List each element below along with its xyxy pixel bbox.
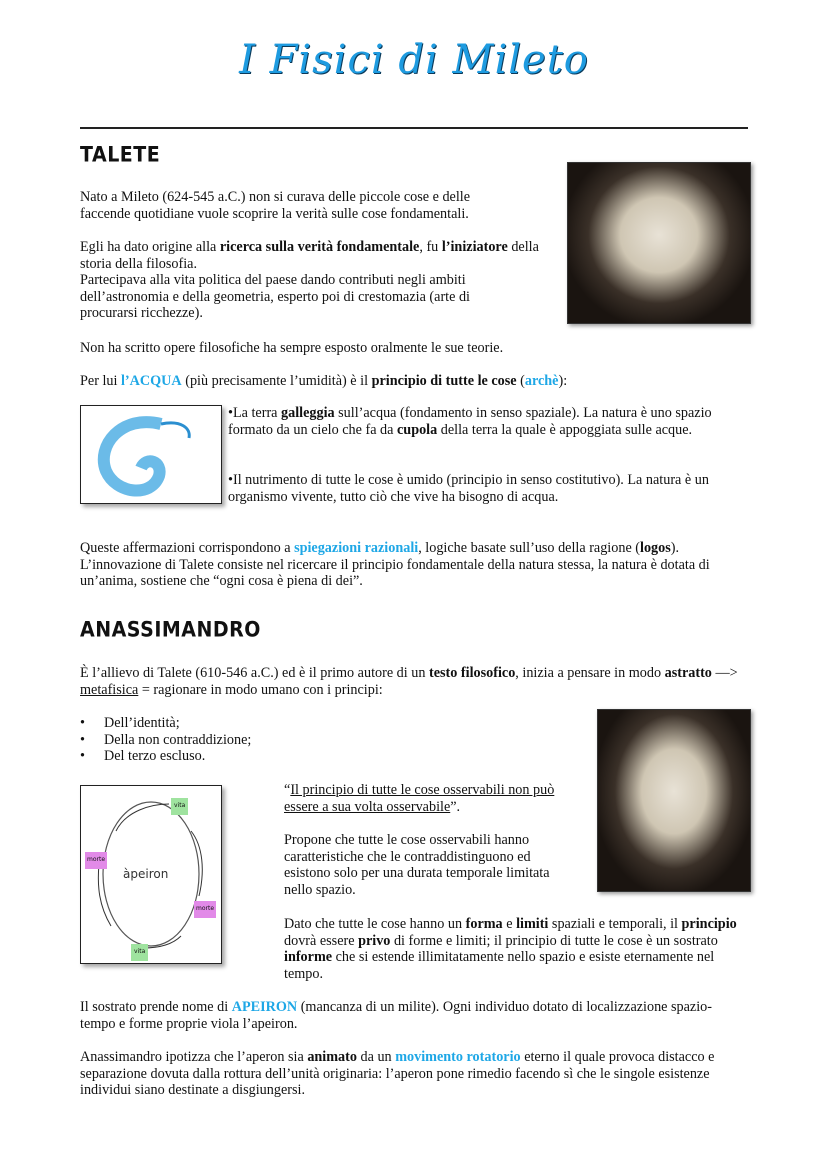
diagram-center-label: àpeiron: [123, 867, 169, 881]
anassimandro-paragraph: È l’allievo di Talete (610-546 a.C.) ed è il primo autore di un testo filosofico, inizia a pensare in modo astratto —> metafisica = ragionare in modo umano con i principi:: [80, 665, 738, 698]
anassimandro-paragraph: Propone che tutte le cose osservabili hanno caratteristiche che le contraddistinguono ed esistono solo per una durata temporale limitata nello spazio.: [284, 832, 550, 898]
title-divider: [80, 127, 748, 129]
water-image: [80, 405, 222, 504]
list-item: • Dell’identità;: [80, 715, 380, 732]
talete-bullet: •La terra galleggia sull’acqua (fondamento in senso spaziale). La natura è uno spazio formato da un cielo che fa da cupola della terra la quale è appoggiata sulle acque.: [228, 405, 712, 438]
principles-list: [80, 715, 380, 765]
apeiron-diagram: [80, 785, 222, 964]
diagram-label-morte: morte: [85, 852, 107, 869]
talete-paragraph: Nato a Mileto (624-545 a.C.) non si curava delle piccole cose e delle faccende quotidiane vuole scoprire la verità sulle cose fondamentali.: [80, 189, 471, 222]
diagram-label-vita: vita: [171, 798, 188, 815]
diagram-label-morte: morte: [194, 901, 216, 918]
talete-paragraph: Queste affermazioni corrispondono a spiegazioni razionali, logiche basate sull’uso della ragione (logos). L’innovazione di Talete consiste nel ricercare il principio fondamentale della natura stessa, la natura è dotata di un’anima, sostiene che “ogni cosa è piena di dei”.: [80, 540, 710, 589]
anassimandro-quote: “Il principio di tutte le cose osservabili non può essere a sua volta osservabile”.: [284, 782, 555, 815]
talete-paragraph: Partecipava alla vita politica del paese dando contributi negli ambiti dell’astronomia e della geometria, esperto poi di crestomazia (arte di procurarsi ricchezze).: [80, 272, 470, 321]
list-item: • Della non contraddizione;: [80, 732, 380, 749]
talete-paragraph: Egli ha dato origine alla ricerca sulla verità fondamentale, fu l’iniziatore della storia della filosofia.: [80, 239, 539, 272]
section-heading-talete: TALETE: [80, 142, 161, 168]
talete-paragraph: Per lui l’ACQUA (più precisamente l’umidità) è il principio di tutte le cose (archè):: [80, 373, 568, 389]
water-wave-icon: [81, 406, 221, 503]
diagram-label-vita: vita: [131, 944, 148, 961]
page-title: I Fisici di Mileto: [239, 37, 589, 83]
anassimandro-paragraph: Il sostrato prende nome di APEIRON (mancanza di un milite). Ogni individuo dotato di localizzazione spazio-tempo e forme proprie viola l’apeiron.: [80, 999, 712, 1032]
talete-bullet: •Il nutrimento di tutte le cose è umido (principio in senso costitutivo). La natura è un organismo vivente, tutto ciò che vive ha bisogno di acqua.: [228, 472, 709, 505]
talete-bust-image: [567, 162, 751, 324]
anassimandro-paragraph: Anassimandro ipotizza che l’aperon sia animato da un movimento rotatorio eterno il quale provoca distacco e separazione dovuta dalla rottura dell’unità originaria: l’aperon pone rimedio facendo sì che le singole esistenze individui siano destinate a disgiungersi.: [80, 1049, 715, 1098]
anassimandro-bust-image: [597, 709, 751, 892]
section-heading-anassimandro: ANASSIMANDRO: [80, 617, 261, 643]
list-item: • Del terzo escluso.: [80, 748, 380, 765]
anassimandro-paragraph: Dato che tutte le cose hanno un forma e limiti spaziali e temporali, il principio dovrà essere privo di forme e limiti; il principio di tutte le cose è un sostrato informe che si estende illimitatamente nello spazio e esiste eternamente nel tempo.: [284, 916, 737, 982]
talete-paragraph: Non ha scritto opere filosofiche ha sempre esposto oralmente le sue teorie.: [80, 340, 504, 356]
